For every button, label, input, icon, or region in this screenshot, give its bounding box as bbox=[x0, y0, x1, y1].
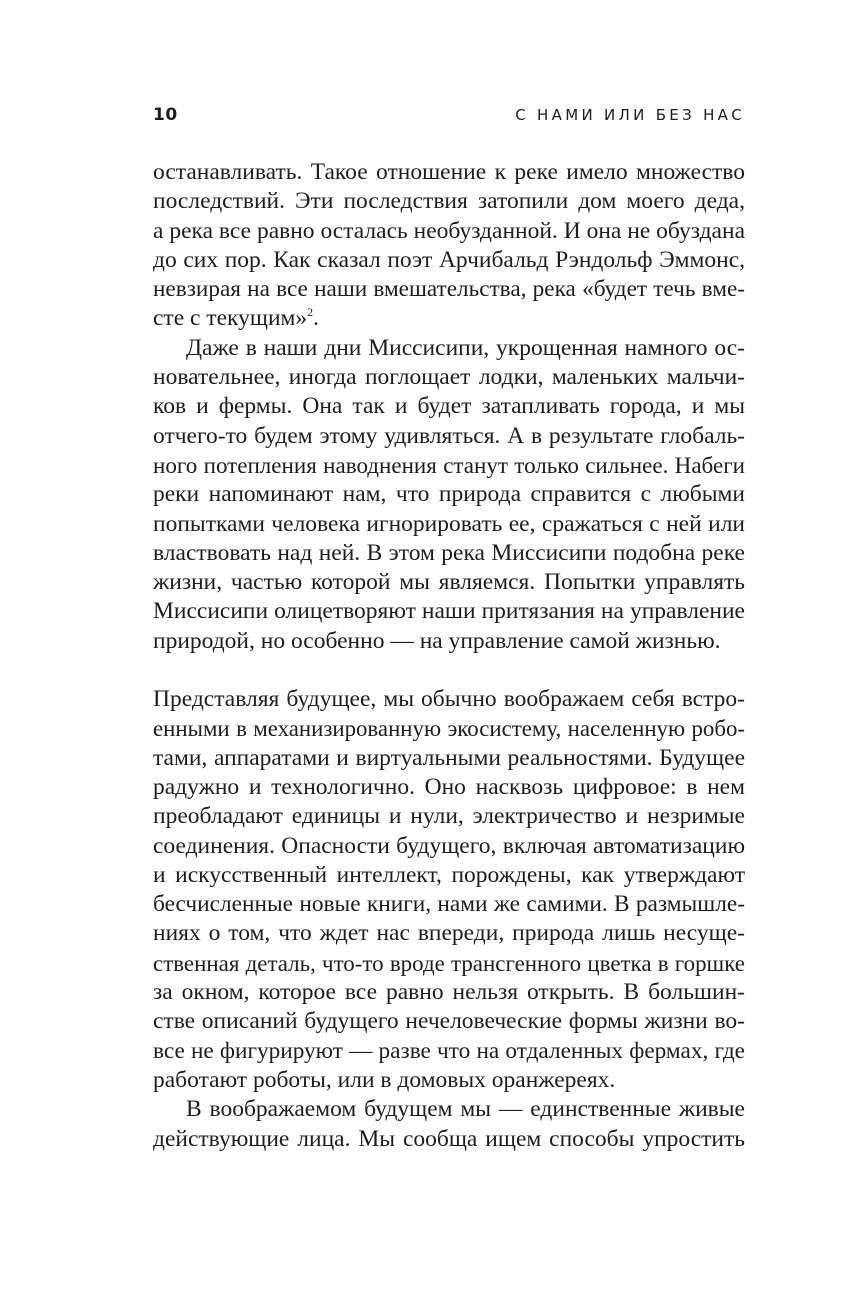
paragraph bbox=[153, 334, 745, 656]
text-line: жизни, частью которой мы являемся. Попытки управлять bbox=[153, 569, 745, 596]
section-break bbox=[153, 656, 745, 685]
running-title: С НАМИ ИЛИ БЕЗ НАС bbox=[515, 106, 745, 124]
text-line: попытками человека игнорировать ее, сражаться с ней или bbox=[153, 510, 745, 537]
text-line: отчего-то будем этому удивляться. А в результате глобаль- bbox=[153, 422, 745, 449]
text-line: действующие лица. Мы сообща ищем способы упростить bbox=[153, 1125, 745, 1152]
text-line: ного потепления наводнения станут только сильнее. Набеги bbox=[153, 451, 745, 478]
paragraph bbox=[153, 1095, 745, 1154]
text-line: все не фигурируют — разве что на отдаленных фермах, где bbox=[153, 1037, 745, 1064]
text-fragment: сте с текущим» bbox=[153, 305, 308, 332]
text-fragment: . bbox=[313, 305, 320, 332]
paragraph bbox=[153, 685, 745, 1095]
page-header bbox=[153, 101, 745, 131]
text-line: работают роботы, или в домовых оранжереях. bbox=[153, 1066, 616, 1093]
text-line: до сих пор. Как сказал поэт Арчибальд Рэндольф Эммонс, bbox=[153, 246, 745, 273]
text-line: природой, но особенно — на управление самой жизнью. bbox=[153, 627, 721, 654]
text-line: ственная деталь, что-то вроде трансгенного цветка в горшке bbox=[153, 950, 745, 976]
text-line: новательнее, иногда поглощает лодки, маленьких мальчи- bbox=[153, 364, 745, 391]
text-line: бесчисленные новые книги, нами же самими. В размышле- bbox=[153, 891, 745, 918]
text-line: енными в механизированную экосистему, населенную робо- bbox=[153, 716, 745, 742]
text-line: властвовать над ней. В этом река Миссисипи подобна реке bbox=[153, 539, 745, 566]
text-line: ниях о том, что ждет нас впереди, природа лишь несуще- bbox=[153, 920, 745, 947]
text-line: невзирая на все наши вмешательства, река «будет течь вме- bbox=[153, 276, 745, 303]
text-line: преобладают единицы и нули, электричество и незримые bbox=[153, 803, 745, 830]
text-line: за окном, которое все равно нельзя открыть. В большин- bbox=[153, 979, 745, 1006]
text-line: Миссисипи олицетворяют наши притязания на управление bbox=[153, 598, 745, 625]
text-line: радужно и технологично. Оно насквозь цифровое: в нем bbox=[153, 773, 745, 800]
text-line: В воображаемом будущем мы — единственные живые bbox=[186, 1096, 745, 1123]
body-text bbox=[153, 158, 745, 1154]
text-line: последствий. Эти последствия затопили дом моего деда, bbox=[153, 188, 745, 215]
text-line: Даже в наши дни Миссисипи, укрощенная намного ос- bbox=[186, 334, 745, 361]
footnote-marker[interactable]: 2 bbox=[307, 305, 314, 320]
text-line: Представляя будущее, мы обычно воображаем себя встро- bbox=[153, 686, 745, 713]
text-line: стве описаний будущего нечеловеческие формы жизни во- bbox=[153, 1008, 745, 1035]
page-number: 10 bbox=[153, 105, 178, 125]
text-line: ков и фермы. Она так и будет затапливать города, и мы bbox=[153, 393, 745, 420]
text-line: тами, аппаратами и виртуальными реальностями. Будущее bbox=[153, 744, 745, 771]
text-line bbox=[153, 304, 745, 333]
text-line: соединения. Опасности будущего, включая автоматизацию bbox=[153, 832, 745, 859]
text-line: а река все равно осталась необузданной. И она не обуздана bbox=[153, 217, 745, 244]
text-line: и искусственный интеллект, порождены, как утверждают bbox=[153, 861, 745, 888]
paragraph bbox=[153, 158, 745, 334]
text-line: реки напоминают нам, что природа справится с любыми bbox=[153, 481, 745, 508]
text-line: останавливать. Такое отношение к реке имело множество bbox=[153, 159, 745, 185]
